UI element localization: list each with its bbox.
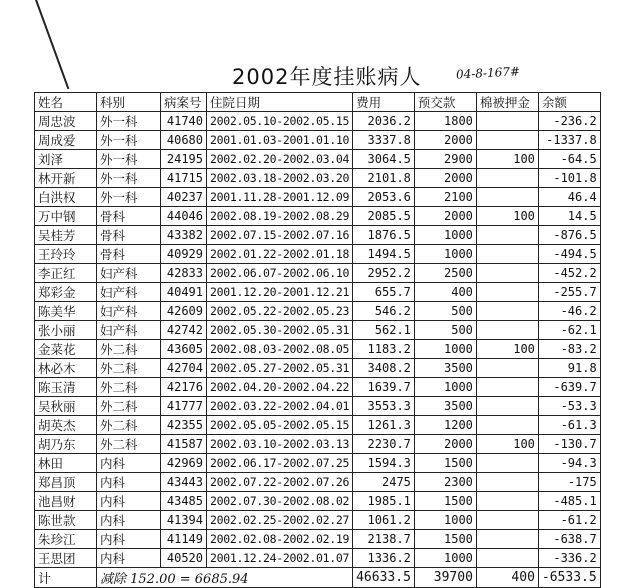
cell-dept: 内科: [97, 511, 161, 530]
cell-dept: 内科: [97, 530, 161, 549]
table-row: [35, 302, 601, 321]
cell-name: 池昌财: [35, 492, 97, 511]
col-header-deposit: 棉被押金: [476, 93, 538, 112]
cell-deposit: [476, 226, 538, 245]
cell-balance: -1337.8: [538, 131, 600, 150]
cell-fee: 1639.7: [353, 378, 415, 397]
cell-fee: 1336.2: [353, 549, 415, 568]
cell-prepaid: 2300: [414, 473, 476, 492]
cell-balance: -336.2: [538, 549, 600, 568]
cell-balance: -638.7: [538, 530, 600, 549]
cell-prepaid: 2000: [414, 207, 476, 226]
cell-prepaid: 1200: [414, 416, 476, 435]
cell-balance: -61.2: [538, 511, 600, 530]
cell-deposit: [476, 321, 538, 340]
cell-prepaid: 2000: [414, 169, 476, 188]
cell-balance: -53.3: [538, 397, 600, 416]
cell-deposit: [476, 397, 538, 416]
cell-deposit: [476, 188, 538, 207]
cell-balance: -130.7: [538, 435, 600, 454]
cell-fee: 1985.1: [353, 492, 415, 511]
cell-deposit: [476, 378, 538, 397]
cell-balance: -485.1: [538, 492, 600, 511]
cell-deposit: 100: [476, 340, 538, 359]
cell-name: 李正红: [35, 264, 97, 283]
cell-deposit: 100: [476, 150, 538, 169]
cell-dept: 内科: [97, 549, 161, 568]
cell-case-no: 43605: [161, 340, 207, 359]
cell-prepaid: 500: [414, 302, 476, 321]
cell-fee: 2053.6: [353, 188, 415, 207]
cell-prepaid: 500: [414, 321, 476, 340]
cell-name: 王思团: [35, 549, 97, 568]
total-label: 计: [35, 568, 97, 588]
cell-case-no: 42704: [161, 359, 207, 378]
cell-case-no: 40929: [161, 245, 207, 264]
table-row: [35, 435, 601, 454]
cell-balance: -64.5: [538, 150, 600, 169]
cell-dates: 2002.04.20-2002.04.22: [207, 378, 353, 397]
cell-fee: 3064.5: [353, 150, 415, 169]
table-row: [35, 112, 601, 131]
col-header-name: 姓名: [35, 93, 97, 112]
cell-fee: 3553.3: [353, 397, 415, 416]
cell-balance: -452.2: [538, 264, 600, 283]
cell-balance: 46.4: [538, 188, 600, 207]
header-row: [35, 93, 601, 112]
cell-dates: 2002.05.22-2002.05.23: [207, 302, 353, 321]
total-handwritten-note: 减除 152.00 = 6685.94: [97, 568, 353, 588]
cell-case-no: 24195: [161, 150, 207, 169]
cell-name: 吴秋丽: [35, 397, 97, 416]
col-header-fee: 费用: [353, 93, 415, 112]
cell-name: 刘泽: [35, 150, 97, 169]
cell-dept: 外二科: [97, 340, 161, 359]
cell-prepaid: 3500: [414, 359, 476, 378]
cell-name: 林开新: [35, 169, 97, 188]
cell-dates: 2002.08.03-2002.08.05: [207, 340, 353, 359]
cell-name: 张小丽: [35, 321, 97, 340]
cell-name: 金菜花: [35, 340, 97, 359]
cell-case-no: 42969: [161, 454, 207, 473]
col-header-balance: 余额: [538, 93, 600, 112]
col-header-case-no: 病案号: [161, 93, 207, 112]
cell-name: 胡乃东: [35, 435, 97, 454]
cell-balance: -255.7: [538, 283, 600, 302]
table-row: [35, 264, 601, 283]
table-row: [35, 530, 601, 549]
cell-dept: 妇产科: [97, 264, 161, 283]
cell-case-no: 40520: [161, 549, 207, 568]
cell-prepaid: 1500: [414, 492, 476, 511]
cell-dates: 2002.05.30-2002.05.31: [207, 321, 353, 340]
cell-fee: 3408.2: [353, 359, 415, 378]
cell-prepaid: 2500: [414, 264, 476, 283]
cell-prepaid: 1000: [414, 549, 476, 568]
cell-dates: 2002.08.19-2002.08.29: [207, 207, 353, 226]
cell-dates: 2001.12.20-2001.12.21: [207, 283, 353, 302]
cell-name: 吴桂芳: [35, 226, 97, 245]
cell-dept: 骨科: [97, 226, 161, 245]
pen-stroke: [35, 0, 69, 89]
cell-deposit: [476, 549, 538, 568]
total-prepaid: 39700: [414, 568, 476, 588]
cell-fee: 655.7: [353, 283, 415, 302]
cell-name: 林田: [35, 454, 97, 473]
cell-dates: 2002.07.30-2002.08.02: [207, 492, 353, 511]
cell-prepaid: 1000: [414, 340, 476, 359]
cell-fee: 2036.2: [353, 112, 415, 131]
cell-dates: 2002.02.20-2002.03.04: [207, 150, 353, 169]
table-row: [35, 245, 601, 264]
cell-deposit: 100: [476, 435, 538, 454]
cell-fee: 2952.2: [353, 264, 415, 283]
cell-dates: 2002.07.22-2002.07.26: [207, 473, 353, 492]
table-row: [35, 321, 601, 340]
cell-prepaid: 2900: [414, 150, 476, 169]
cell-balance: 14.5: [538, 207, 600, 226]
cell-dates: 2002.07.15-2002.07.16: [207, 226, 353, 245]
table-row: [35, 283, 601, 302]
cell-name: 陈玉清: [35, 378, 97, 397]
cell-dates: 2002.03.10-2002.03.13: [207, 435, 353, 454]
table-row: [35, 340, 601, 359]
cell-dept: 外一科: [97, 188, 161, 207]
table-row: [35, 169, 601, 188]
cell-balance: -46.2: [538, 302, 600, 321]
cell-balance: -876.5: [538, 226, 600, 245]
cell-case-no: 40237: [161, 188, 207, 207]
cell-balance: -236.2: [538, 112, 600, 131]
table-row: [35, 416, 601, 435]
cell-deposit: [476, 492, 538, 511]
cell-balance: -62.1: [538, 321, 600, 340]
cell-dept: 妇产科: [97, 302, 161, 321]
cell-dates: 2002.05.05-2002.05.15: [207, 416, 353, 435]
cell-deposit: [476, 112, 538, 131]
cell-name: 周忠波: [35, 112, 97, 131]
cell-case-no: 42833: [161, 264, 207, 283]
cell-dates: 2002.01.22-2002.01.18: [207, 245, 353, 264]
cell-fee: 3337.8: [353, 131, 415, 150]
cell-prepaid: 2100: [414, 188, 476, 207]
cell-dept: 外一科: [97, 131, 161, 150]
cell-case-no: 43382: [161, 226, 207, 245]
cell-dates: 2002.06.17-2002.07.25: [207, 454, 353, 473]
cell-case-no: 41394: [161, 511, 207, 530]
cell-dept: 外一科: [97, 150, 161, 169]
table-row: [35, 473, 601, 492]
cell-balance: -83.2: [538, 340, 600, 359]
cell-deposit: [476, 511, 538, 530]
cell-dept: 内科: [97, 473, 161, 492]
cell-fee: 2101.8: [353, 169, 415, 188]
table-row: [35, 207, 601, 226]
cell-deposit: [476, 283, 538, 302]
cell-fee: 1183.2: [353, 340, 415, 359]
table-row: [35, 454, 601, 473]
cell-dates: 2002.03.18-2002.03.20: [207, 169, 353, 188]
cell-fee: 1061.2: [353, 511, 415, 530]
cell-dates: 2002.02.25-2002.02.27: [207, 511, 353, 530]
cell-fee: 2475: [353, 473, 415, 492]
cell-prepaid: 2000: [414, 131, 476, 150]
cell-fee: 2230.7: [353, 435, 415, 454]
table-row: [35, 150, 601, 169]
cell-prepaid: 1500: [414, 454, 476, 473]
cell-deposit: [476, 530, 538, 549]
ledger-table: [34, 92, 601, 588]
cell-deposit: [476, 131, 538, 150]
cell-fee: 2138.7: [353, 530, 415, 549]
cell-balance: -101.8: [538, 169, 600, 188]
cell-balance: -639.7: [538, 378, 600, 397]
cell-balance: -175: [538, 473, 600, 492]
cell-fee: 1594.3: [353, 454, 415, 473]
table-row: [35, 131, 601, 150]
cell-prepaid: 2000: [414, 435, 476, 454]
cell-balance: -94.3: [538, 454, 600, 473]
cell-name: 白洪权: [35, 188, 97, 207]
cell-case-no: 40491: [161, 283, 207, 302]
cell-prepaid: 400: [414, 283, 476, 302]
total-fee: 46633.5: [353, 568, 415, 588]
cell-case-no: 41740: [161, 112, 207, 131]
cell-dept: 内科: [97, 492, 161, 511]
table-row: [35, 492, 601, 511]
cell-name: 王玲玲: [35, 245, 97, 264]
cell-prepaid: 1800: [414, 112, 476, 131]
cell-case-no: 43485: [161, 492, 207, 511]
cell-deposit: [476, 454, 538, 473]
table-row: [35, 378, 601, 397]
table-row: [35, 397, 601, 416]
cell-case-no: 43443: [161, 473, 207, 492]
col-header-prepaid: 预交款: [414, 93, 476, 112]
col-header-dept: 科别: [97, 93, 161, 112]
cell-fee: 1876.5: [353, 226, 415, 245]
cell-name: 陈世款: [35, 511, 97, 530]
cell-dates: 2001.12.24-2002.01.07: [207, 549, 353, 568]
cell-case-no: 41149: [161, 530, 207, 549]
cell-name: 周成爱: [35, 131, 97, 150]
cell-name: 胡英杰: [35, 416, 97, 435]
cell-balance: -494.5: [538, 245, 600, 264]
table-row: [35, 188, 601, 207]
cell-dept: 骨科: [97, 245, 161, 264]
cell-prepaid: 1500: [414, 530, 476, 549]
cell-dept: 妇产科: [97, 283, 161, 302]
cell-dept: 外二科: [97, 435, 161, 454]
cell-deposit: [476, 302, 538, 321]
cell-dates: 2001.01.03-2001.01.10: [207, 131, 353, 150]
cell-case-no: 42742: [161, 321, 207, 340]
table-row: [35, 226, 601, 245]
cell-prepaid: 1000: [414, 511, 476, 530]
cell-case-no: 40680: [161, 131, 207, 150]
cell-dates: 2002.05.27-2002.05.31: [207, 359, 353, 378]
cell-dept: 外二科: [97, 378, 161, 397]
cell-deposit: [476, 473, 538, 492]
cell-case-no: 41587: [161, 435, 207, 454]
total-balance: -6533.5: [538, 568, 600, 588]
cell-dept: 内科: [97, 454, 161, 473]
handwritten-note: 04-8-167#: [455, 64, 521, 82]
cell-dates: 2002.03.22-2002.04.01: [207, 397, 353, 416]
cell-dept: 外一科: [97, 112, 161, 131]
cell-prepaid: 1000: [414, 226, 476, 245]
cell-fee: 2085.5: [353, 207, 415, 226]
col-header-dates: 住院日期: [207, 93, 353, 112]
cell-case-no: 42355: [161, 416, 207, 435]
cell-fee: 1494.5: [353, 245, 415, 264]
cell-name: 郑昌顶: [35, 473, 97, 492]
cell-case-no: 44046: [161, 207, 207, 226]
cell-dept: 骨科: [97, 207, 161, 226]
cell-deposit: [476, 169, 538, 188]
cell-name: 万中钢: [35, 207, 97, 226]
cell-case-no: 41777: [161, 397, 207, 416]
cell-dates: 2002.06.07-2002.06.10: [207, 264, 353, 283]
cell-dates: 2001.11.28-2001.12.09: [207, 188, 353, 207]
cell-fee: 546.2: [353, 302, 415, 321]
cell-deposit: [476, 245, 538, 264]
table-body: [35, 112, 601, 568]
table-row: [35, 549, 601, 568]
page-title: 2002年度挂账病人: [232, 65, 422, 89]
cell-balance: 91.8: [538, 359, 600, 378]
cell-dept: 外二科: [97, 416, 161, 435]
cell-dates: 2002.05.10-2002.05.15: [207, 112, 353, 131]
cell-name: 林必木: [35, 359, 97, 378]
cell-deposit: [476, 264, 538, 283]
table-row: [35, 359, 601, 378]
cell-dates: 2002.02.08-2002.02.19: [207, 530, 353, 549]
cell-dept: 外二科: [97, 397, 161, 416]
cell-fee: 562.1: [353, 321, 415, 340]
cell-fee: 1261.3: [353, 416, 415, 435]
cell-dept: 外一科: [97, 169, 161, 188]
cell-name: 陈美华: [35, 302, 97, 321]
cell-deposit: 100: [476, 207, 538, 226]
cell-prepaid: 1000: [414, 378, 476, 397]
cell-deposit: [476, 416, 538, 435]
total-row: [35, 568, 601, 588]
total-deposit: 400: [476, 568, 538, 588]
cell-case-no: 41715: [161, 169, 207, 188]
cell-deposit: [476, 359, 538, 378]
cell-dept: 外二科: [97, 359, 161, 378]
cell-case-no: 42176: [161, 378, 207, 397]
cell-name: 朱珍江: [35, 530, 97, 549]
cell-prepaid: 3500: [414, 397, 476, 416]
cell-prepaid: 1000: [414, 245, 476, 264]
cell-balance: -61.3: [538, 416, 600, 435]
cell-name: 郑彩金: [35, 283, 97, 302]
cell-dept: 妇产科: [97, 321, 161, 340]
cell-case-no: 42609: [161, 302, 207, 321]
table-row: [35, 511, 601, 530]
